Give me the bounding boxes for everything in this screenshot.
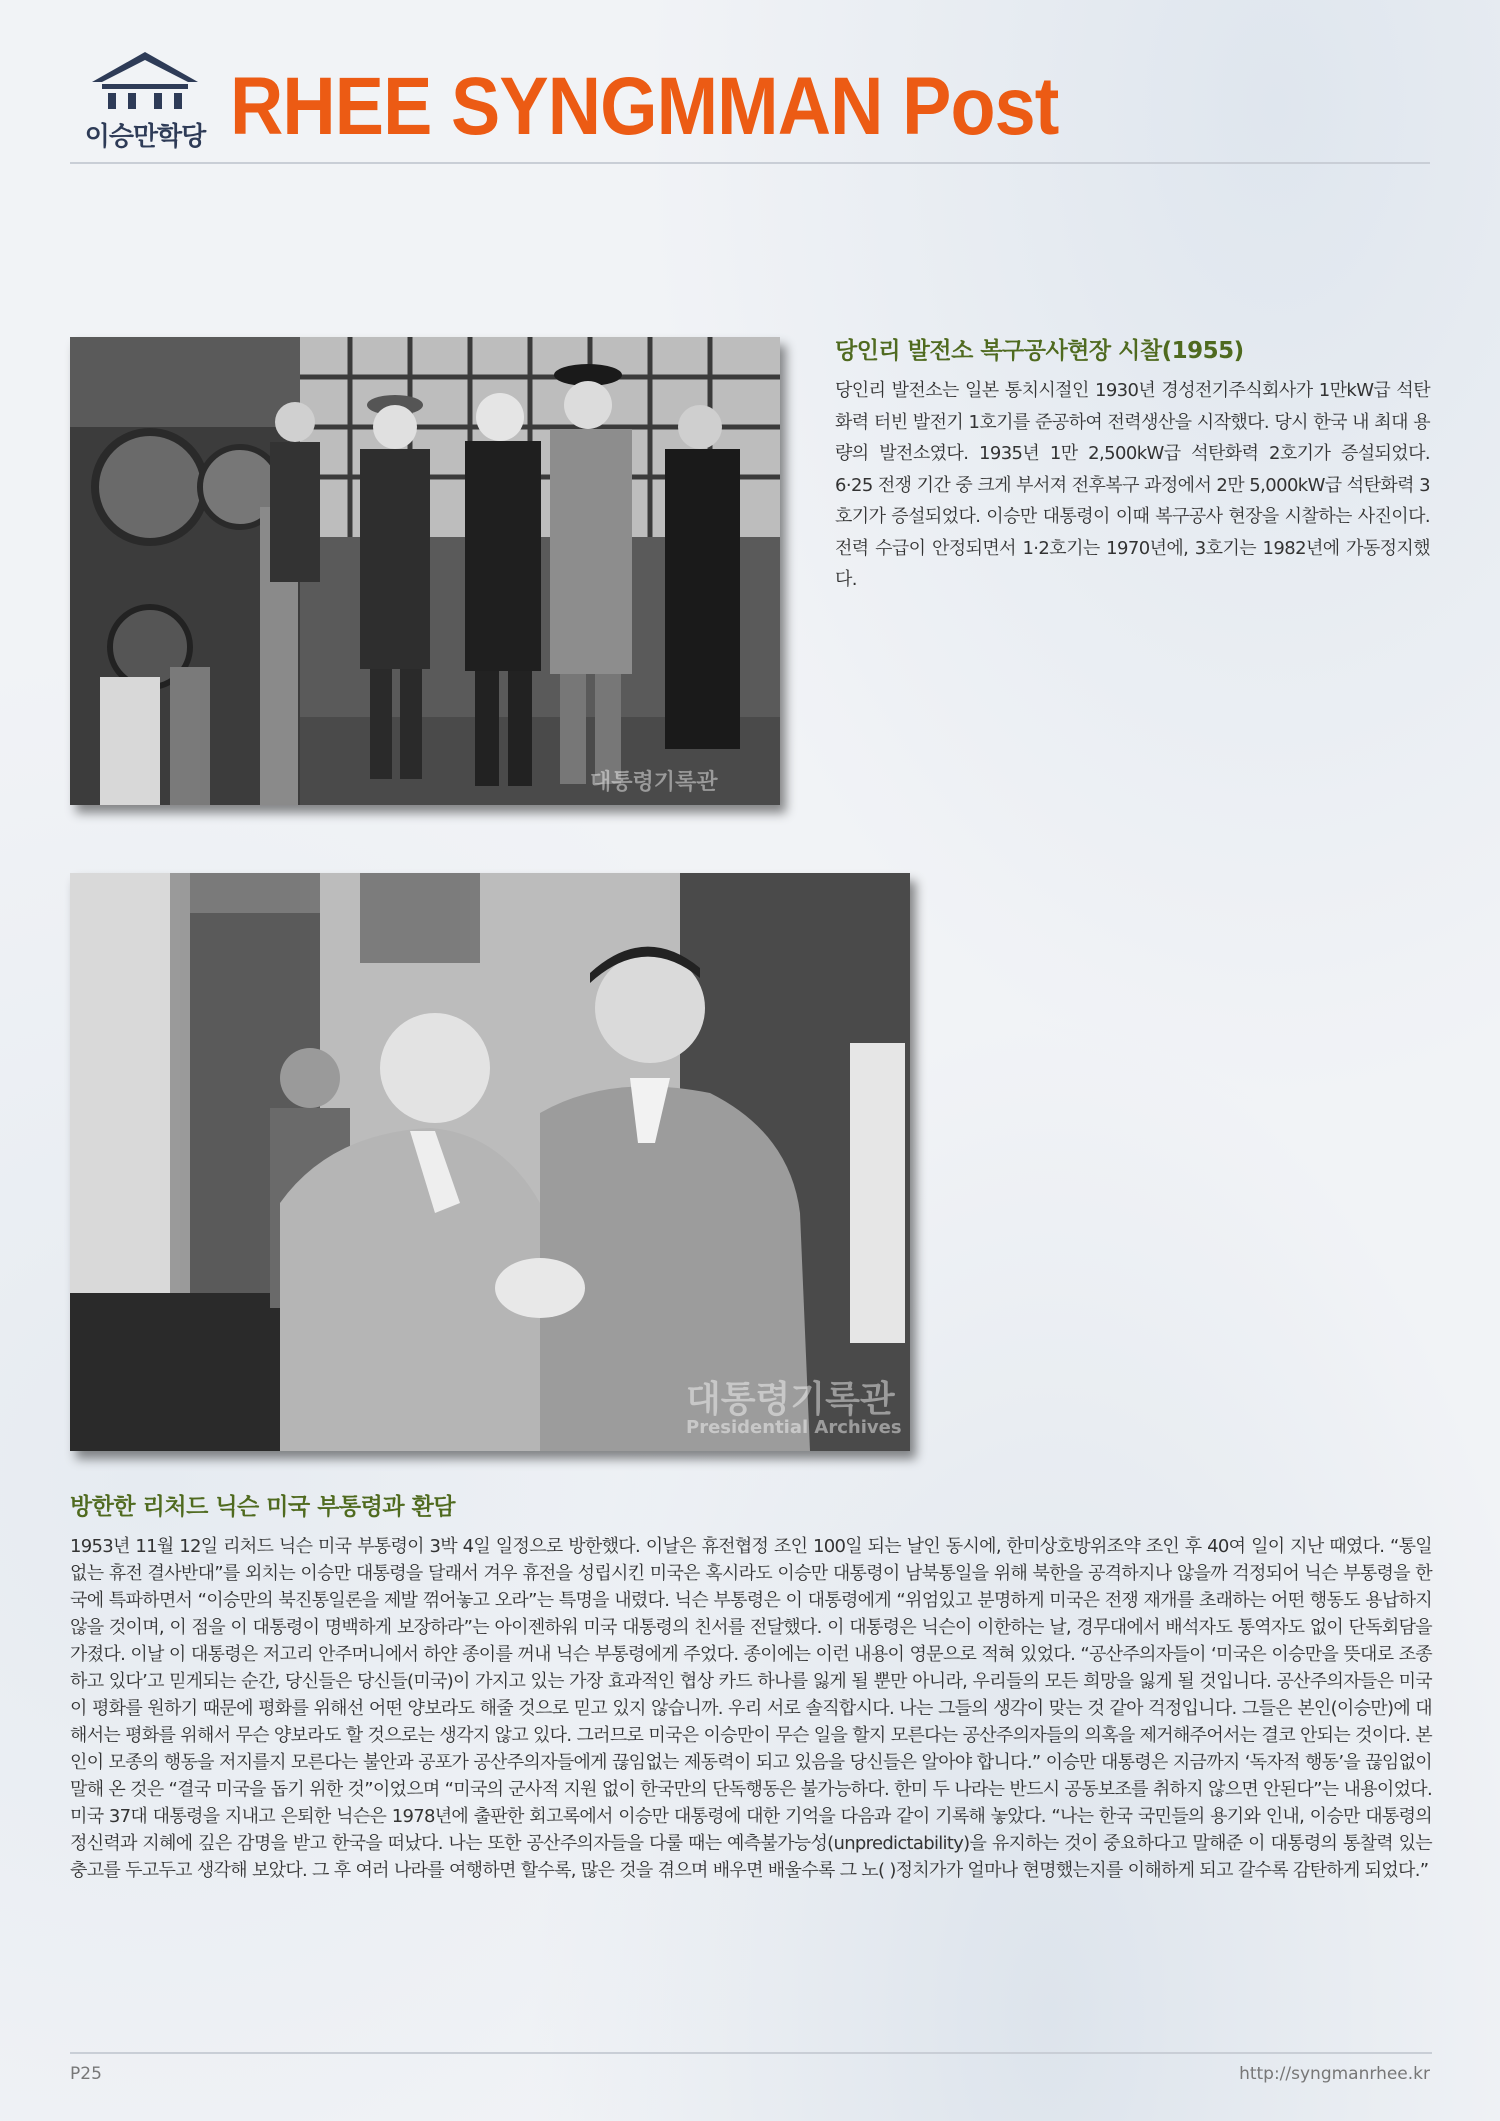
archive-watermark: 대통령기록관 [590,770,718,795]
school-building-icon [88,48,202,116]
article-title: 방한한 리처드 닉슨 미국 부통령과 환담 [70,1494,456,1520]
photo-nixon-handshake [70,873,910,1451]
logo-text: 이승만학당 [84,122,206,152]
article-body: 1953년 11월 12일 리처드 닉슨 미국 부통령이 3박 4일 일정으로 방한했다. 이날은 휴전협정 조인 100일 되는 날인 동시에, 한미상호방위조약 조인 후 40여 일이 지난 때였다. “통일 없는 휴전 결사반대”를 외치는 이승만 대통령을 달래서 겨우 휴전을 성립시킨 미국은 혹시라도 이승만 대통령이 남북통일을 위해 북한을 공격하지나 않을까 걱정되어 닉슨 부통령을 한국에 특파하면서 “이승만의 북진통일론을 제발 꺾어놓고 오라”는 특명을 내렸다. 닉슨 부통령은 이 대통령에게 “위엄있고 분명하게 미국은 전쟁 재개를 초래하는 어떤 행동도 용납하지 않을 것이며, 이 점을 이 대통령이 명백하게 보장하라”는 아이젠하워 미국 대통령의 친서를 전달했다. 이 대통령은 닉슨이 이한하는 날, 경무대에서 배석자도 통역자도 없이 단독회담을 가졌다. 이날 이 대통령은 저고리 안주머니에서 하얀 종이를 꺼내 닉슨 부통령에게 주었다. 종이에는 이런 내용이 영문으로 적혀 있었다. “공산주의자들이 ‘미국은 이승만을 뜻대로 조종하고 있다’고 믿게되는 순간, 당신들은 당신들(미국)이 가지고 있는 가장 효과적인 협상 카드 하나를 잃게 될 뿐만 아니라, 우리들의 모든 희망을 잃게 될 것입니다. 공산주의자들은 미국이 평화를 원하기 때문에 평화를 위해선 어떤 양보라도 해줄 것으로 믿고 있지 않습니까. 우리 서로 솔직합시다. 나는 그들의 생각이 맞는 것 같아 걱정입니다. 그들은 본인(이승만)에 대해서는 평화를 위해서 무슨 양보라도 할 것으로는 생각지 않고 있다. 그러므로 미국은 이승만이 무슨 일을 할지 모른다는 공산주의자들의 의혹을 제거해주어서는 결코 안되는 것이다. 본인이 모종의 행동을 저지를지 모른다는 불안과 공포가 공산주의자들에게 끊임없는 제동력이 되고 있음을 당신들은 알아야 합니다.” 이승만 대통령은 지금까지 ‘독자적 행동’을 끊임없이 말해 온 것은 “결국 미국을 돕기 위한 것”이었으며 “미국의 군사적 지원 없이 한국만의 단독행동은 불가능하다. 한미 두 나라는 반드시 공동보조를 취하지 않으면 안된다”는 내용이었다. 미국 37대 대통령을 지내고 은퇴한 닉슨은 1978년에 출판한 회고록에서 이승만 대통령에 대한 기억을 다음과 같이 기록해 놓았다. “나는 한국 국민들의 용기와 인내, 이승만 대통령의 정신력과 지혜에 깊은 감명을 받고 한국을 떠났다. 나는 또한 공산주의자들을 다룰 때는 예측불가능성(unpredictability)을 유지하는 것이 중요하다고 말해준 이 대통령의 통찰력 있는 충고를 두고두고 생각해 보았다. 그 후 여러 나라를 여행하면 할수록, 많은 것을 겪으며 배우면 배울수록 그 노( )정치가가 얼마나 현명했는지를 이해하게 되고 갈수록 감탄하게 되었다.” [70,1536,1432,1881]
archive-watermark: 대통령기록관 [686,1379,895,1420]
page-header [70,48,1430,158]
archive-watermark-english: Presidential Archives [686,1417,902,1438]
article-title: 당인리 발전소 복구공사현장 시찰(1955) [835,338,1244,364]
masthead-title: RHEE SYNGMMAN Post [230,61,1059,152]
article-body: 당인리 발전소는 일본 통치시절인 1930년 경성전기주식회사가 1만kW급 석탄화력 터빈 발전기 1호기를 준공하여 전력생산을 시작했다. 당시 한국 내 최대 용량의 발전소였다. 1935년 1만 2,500kW급 석탄화력 2호기가 증설되었다. 6·25 전쟁 기간 중 크게 부서져 전후복구 과정에서 2만 5,000kW급 석탄화력 3호기가 증설되었다. 이승만 대통령이 이때 복구공사 현장을 시찰하는 사진이다. 전력 수급이 안정되면서 1·2호기는 1970년에, 3호기는 1982년에 가동정지했다. [835,380,1430,590]
header-divider [70,162,1430,164]
logo [70,48,220,158]
photo-power-plant-inspection [70,337,780,805]
page-number: P25 [70,2064,102,2084]
site-url: http://syngmanrhee.kr [1239,2064,1430,2084]
footer-divider [70,2052,1432,2054]
